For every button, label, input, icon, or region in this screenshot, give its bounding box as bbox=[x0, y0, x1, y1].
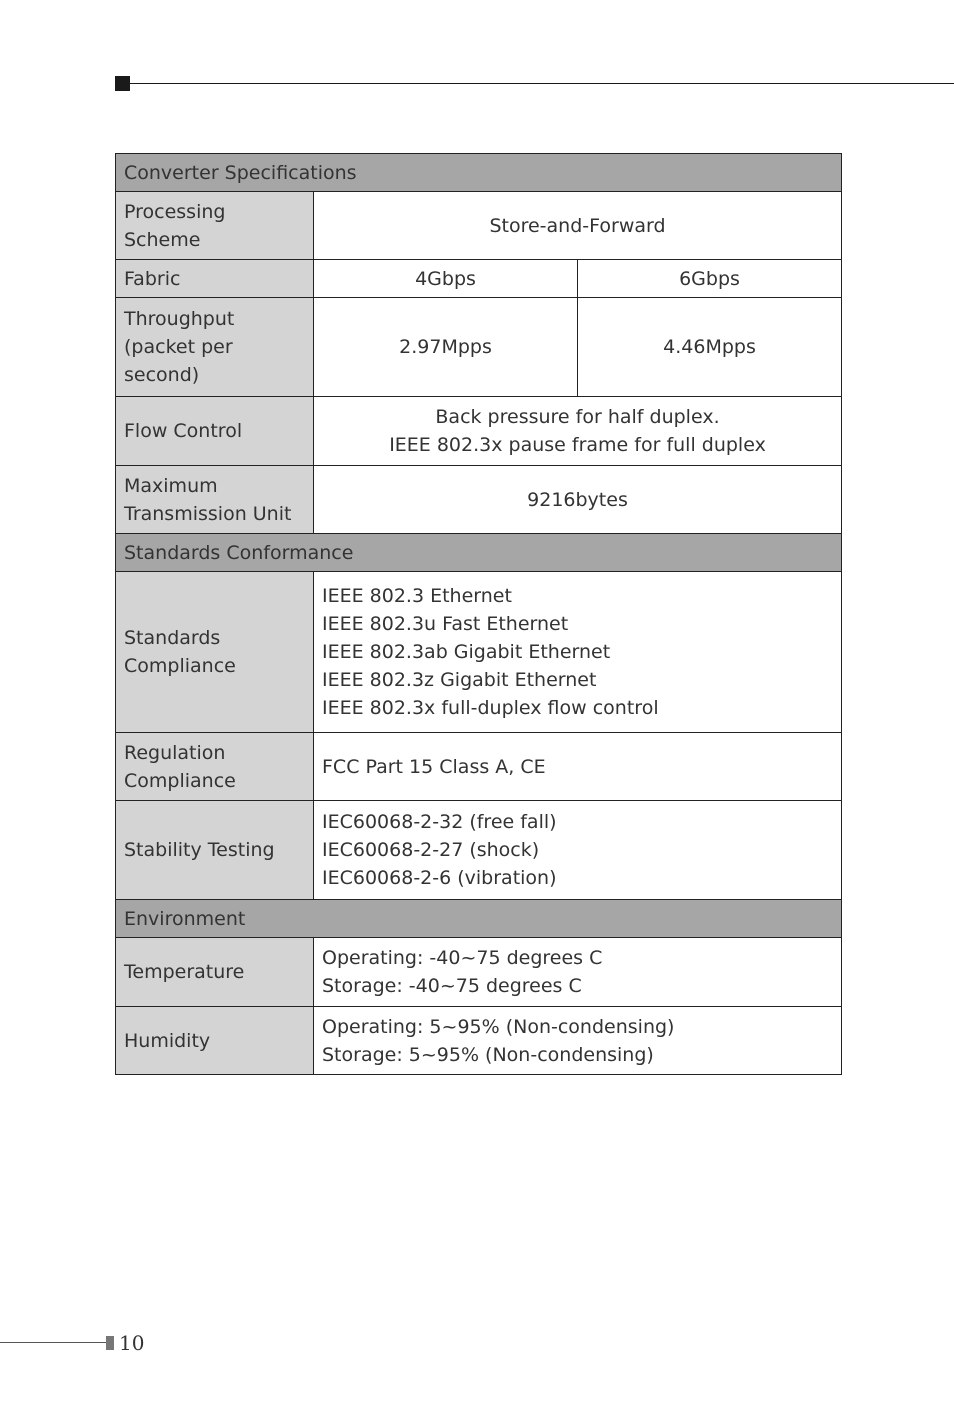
row-value: 4.46Mpps bbox=[578, 298, 842, 397]
table-row-processing-scheme bbox=[116, 192, 842, 260]
row-value: IEEE 802.3 Ethernet IEEE 802.3u Fast Ethernet IEEE 802.3ab Gigabit Ethernet IEEE 802.3z Gigabit Ethernet IEEE 802.3x full-duplex flow control bbox=[314, 572, 842, 733]
row-label: Processing Scheme bbox=[116, 192, 314, 260]
row-value: 2.97Mpps bbox=[314, 298, 578, 397]
table-row-throughput bbox=[116, 298, 842, 397]
section-header: Environment bbox=[116, 900, 842, 938]
section-row-environment bbox=[116, 900, 842, 938]
row-value: 6Gbps bbox=[578, 260, 842, 298]
row-label: Standards Compliance bbox=[116, 572, 314, 733]
row-label: Temperature bbox=[116, 938, 314, 1007]
row-label: Stability Testing bbox=[116, 801, 314, 900]
section-header: Standards Conformance bbox=[116, 534, 842, 572]
section-header: Converter Specifications bbox=[116, 154, 842, 192]
row-value: IEC60068-2-32 (free fall) IEC60068-2-27 (shock) IEC60068-2-6 (vibration) bbox=[314, 801, 842, 900]
page-number: 10 bbox=[119, 1331, 145, 1355]
table-row-humidity bbox=[116, 1007, 842, 1075]
table-row-standards-compliance bbox=[116, 572, 842, 733]
spec-table bbox=[115, 153, 842, 1075]
row-label: Regulation Compliance bbox=[116, 733, 314, 801]
section-row-standards bbox=[116, 534, 842, 572]
row-value: Store-and-Forward bbox=[314, 192, 842, 260]
table-row-temperature bbox=[116, 938, 842, 1007]
table-row-mtu bbox=[116, 466, 842, 534]
row-value: FCC Part 15 Class A, CE bbox=[314, 733, 842, 801]
table-row-regulation-compliance bbox=[116, 733, 842, 801]
footer-rule-line bbox=[0, 1342, 106, 1343]
row-value: Back pressure for half duplex. IEEE 802.3x pause frame for full duplex bbox=[314, 397, 842, 466]
header-rule-line bbox=[130, 83, 954, 84]
table-row-fabric bbox=[116, 260, 842, 298]
row-label: Flow Control bbox=[116, 397, 314, 466]
row-label: Fabric bbox=[116, 260, 314, 298]
row-label: Throughput (packet per second) bbox=[116, 298, 314, 397]
row-value: Operating: 5~95% (Non-condensing) Storage: 5~95% (Non-condensing) bbox=[314, 1007, 842, 1075]
footer-rule-square bbox=[106, 1336, 114, 1350]
table-row-stability-testing bbox=[116, 801, 842, 900]
row-label: Maximum Transmission Unit bbox=[116, 466, 314, 534]
row-label: Humidity bbox=[116, 1007, 314, 1075]
row-value: 4Gbps bbox=[314, 260, 578, 298]
header-rule-square bbox=[115, 76, 130, 91]
row-value: 9216bytes bbox=[314, 466, 842, 534]
row-value: Operating: -40~75 degrees C Storage: -40~75 degrees C bbox=[314, 938, 842, 1007]
table-row-flow-control bbox=[116, 397, 842, 466]
section-row-converter bbox=[116, 154, 842, 192]
